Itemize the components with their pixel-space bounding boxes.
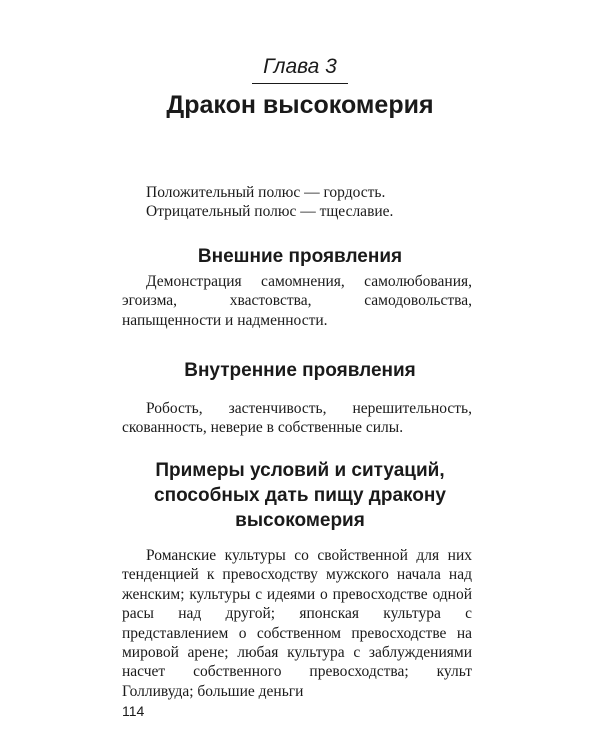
polarity-block (122, 183, 472, 222)
internal-manifestations-heading: Внутренние проявления (184, 360, 416, 381)
page-number: 114 (122, 703, 145, 719)
examples-heading-line-2: способных дать пищу дракону (154, 485, 446, 506)
external-manifestations-heading: Внешние проявления (197, 246, 403, 267)
negative-pole-line: Отрицательный полюс — тщеславие. (146, 203, 394, 221)
examples-text: Романские культуры со свойственной для них тенденцией к превосходству мужского начала над женским; культуры с идеями о превосходстве одной расы над другой; японская культура с представлением о собственном превосходстве на мировой арене; любая культура с заблуждениями насчет собственного превосходства; культ Голливуда; большие деньги (122, 547, 472, 700)
chapter-title: Дракон высокомерия (166, 91, 434, 119)
external-manifestations-text: Демонстрация самомнения, самолюбования, эгоизма, хвастовства, самодовольства, напыщенности и надменности. (122, 273, 472, 329)
examples-heading (0, 458, 600, 533)
chapter-divider (252, 83, 348, 84)
positive-pole-line: Положительный полюс — гордость. (146, 184, 386, 201)
internal-manifestations-text: Робость, застенчивость, нерешительность, скованность, неверие в собственные силы. (122, 400, 472, 437)
examples-heading-line-3: высокомерия (235, 510, 365, 531)
examples-heading-line-1: Примеры условий и ситуаций, (155, 460, 445, 481)
chapter-label: Глава 3 (263, 55, 337, 78)
